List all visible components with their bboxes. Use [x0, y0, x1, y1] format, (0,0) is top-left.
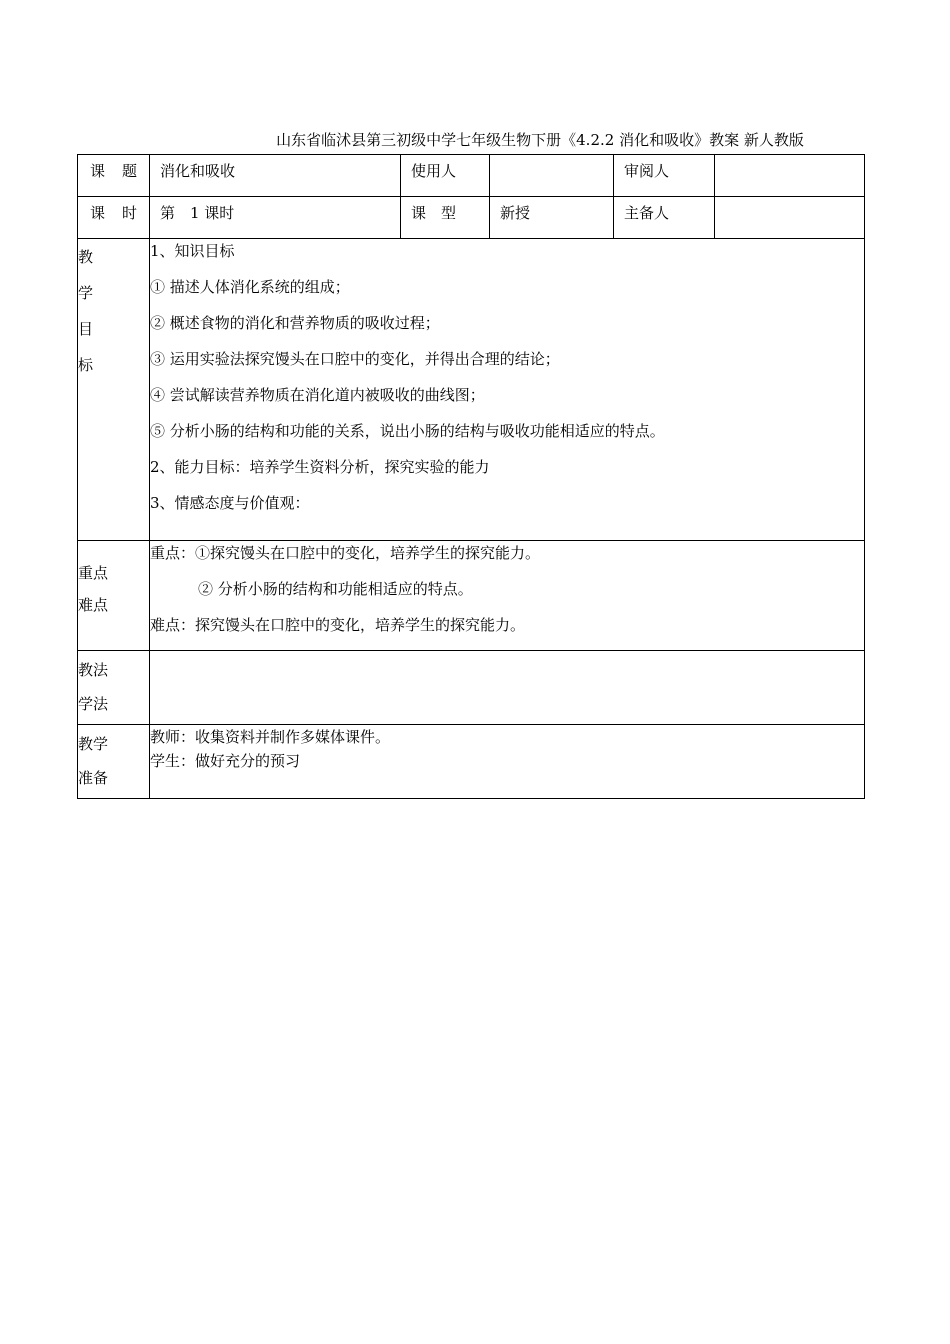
keypoint-line: 重点：①探究馒头在口腔中的变化，培养学生的探究能力。: [150, 544, 541, 562]
keypoints-label-cell: [78, 541, 150, 651]
user-value-cell: [490, 155, 614, 197]
type-value: 新授: [500, 204, 531, 222]
keypoint-line: ② 分析小肠的结构和功能相适应的特点。: [198, 580, 473, 598]
period-label-cell: [78, 197, 150, 239]
topic-label: 课 题: [90, 162, 139, 180]
methods-label-cell: [78, 651, 150, 725]
methods-label-line: 教法: [78, 661, 109, 679]
preparer-label-cell: [614, 197, 715, 239]
table-row-preparation: [78, 725, 865, 799]
goal-line: ① 描述人体消化系统的组成；: [150, 278, 350, 296]
reviewer-value: [715, 155, 864, 162]
keypoints-label-line: 重点: [78, 564, 109, 582]
lesson-plan-table: [77, 154, 865, 799]
keypoints-content-cell: [150, 541, 865, 651]
goals-label-char: 目: [78, 320, 94, 338]
user-label: 使用人: [411, 162, 457, 180]
preparation-label-cell: [78, 725, 150, 799]
goals-label-char: 学: [78, 284, 94, 302]
difficulty-line: 难点：探究馒头在口腔中的变化，培养学生的探究能力。: [150, 616, 526, 634]
goals-label-char: 标: [78, 356, 94, 374]
table-row-methods: [78, 651, 865, 725]
reviewer-label-cell: [614, 155, 715, 197]
preparation-label-line: 教学: [78, 735, 109, 753]
goal-line: ④ 尝试解读营养物质在消化道内被吸收的曲线图；: [150, 386, 485, 404]
type-label-cell: [401, 197, 490, 239]
teacher-prep: 教师：收集资料并制作多媒体课件。: [150, 728, 391, 746]
goal-line: ⑤ 分析小肠的结构和功能的关系，说出小肠的结构与吸收功能相适应的特点。: [150, 422, 665, 440]
type-value-cell: [490, 197, 614, 239]
reviewer-label: 审阅人: [624, 162, 670, 180]
reviewer-value-cell: [715, 155, 865, 197]
topic-label-cell: [78, 155, 150, 197]
goal-line: 3、情感态度与价值观：: [150, 494, 310, 512]
preparer-value: [715, 197, 864, 204]
keypoints-label-line: 难点: [78, 596, 109, 614]
methods-label-line: 学法: [78, 695, 109, 713]
period-value: 第 1 课时: [160, 204, 235, 222]
goal-line: 1、知识目标: [150, 242, 235, 260]
preparation-content-cell: [150, 725, 865, 799]
student-prep: 学生：做好充分的预习: [150, 752, 301, 770]
table-row-keypoints: [78, 541, 865, 651]
methods-content: [150, 651, 864, 658]
preparer-value-cell: [715, 197, 865, 239]
topic-value: 消化和吸收: [160, 162, 236, 180]
user-value: [490, 155, 613, 162]
preparation-label-line: 准备: [78, 769, 109, 787]
table-row-goals: [78, 239, 865, 541]
preparer-label: 主备人: [624, 204, 670, 222]
goal-line: 2、能力目标：培养学生资料分析，探究实验的能力: [150, 458, 490, 476]
methods-content-cell: [150, 651, 865, 725]
table-row-period: [78, 197, 865, 239]
goals-content-cell: [150, 239, 865, 541]
period-value-cell: [150, 197, 401, 239]
period-label: 课 时: [90, 204, 139, 222]
table-row-topic: [78, 155, 865, 197]
type-label: 课 型: [411, 204, 457, 222]
topic-value-cell: [150, 155, 401, 197]
page-title: 山东省临沭县第三初级中学七年级生物下册《4.2.2 消化和吸收》教案 新人教版: [276, 131, 804, 149]
goals-label-cell: [78, 239, 150, 541]
goal-line: ③ 运用实验法探究馒头在口腔中的变化，并得出合理的结论；: [150, 350, 560, 368]
goals-label-char: 教: [78, 248, 94, 266]
user-label-cell: [401, 155, 490, 197]
goal-line: ② 概述食物的消化和营养物质的吸收过程；: [150, 314, 440, 332]
